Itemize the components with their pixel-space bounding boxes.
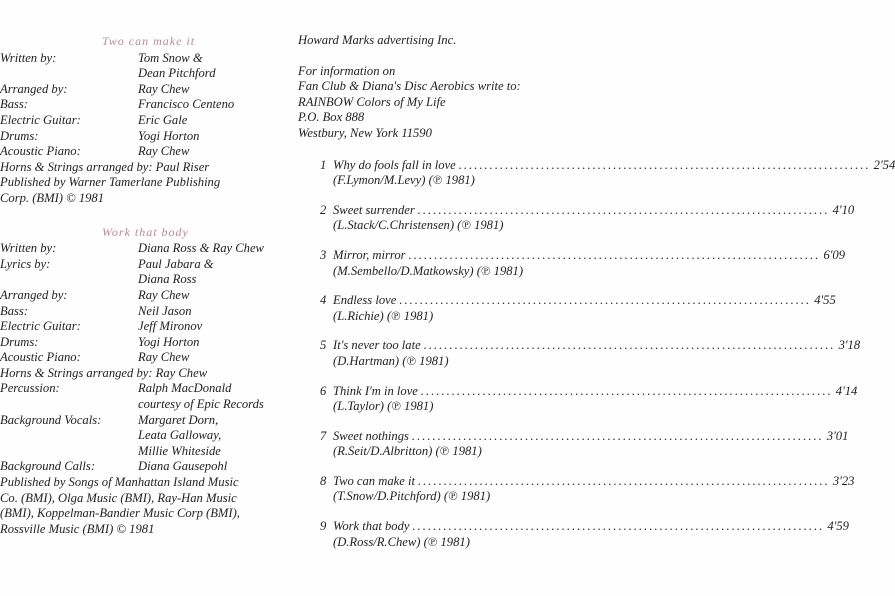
track-title-line	[333, 428, 849, 445]
credit-label: Acoustic Piano:	[0, 350, 81, 365]
credit-value: Eric Gale	[138, 112, 188, 127]
track-title: Think I'm in love	[333, 383, 418, 398]
track-number: 7	[320, 428, 327, 443]
track-number: 6	[320, 383, 327, 398]
credit-row	[0, 304, 290, 320]
credit-label: Bass:	[0, 303, 28, 318]
credit-row	[0, 66, 290, 82]
dot-leader: ................................................................................	[417, 202, 830, 217]
credit-value: Ray Chew	[138, 287, 190, 302]
text-line: Corp. (BMI) © 1981	[0, 190, 105, 205]
track-number: 1	[320, 157, 327, 172]
credit-label: Lyrics by:	[0, 256, 51, 271]
track-number: 3	[320, 247, 327, 262]
dot-leader: ................................................................................	[417, 473, 830, 488]
credit-label: Arranged by:	[0, 287, 68, 302]
dot-leader: ................................................................................	[412, 519, 825, 534]
credits-column	[0, 34, 290, 537]
credit-row	[0, 51, 290, 67]
publishing-notes	[0, 475, 290, 537]
text-line: Westbury, New York 11590	[298, 125, 432, 140]
credit-value: Leata Galloway,	[138, 428, 222, 443]
track-number: 4	[320, 293, 327, 308]
credit-value: Dean Pitchford	[138, 66, 216, 81]
dot-leader: ................................................................................	[458, 157, 871, 172]
track-title: It's never too late	[333, 338, 421, 353]
credit-value: Margaret Dorn,	[138, 412, 219, 427]
track-title-line	[333, 338, 861, 354]
track-duration: 4'10	[832, 202, 855, 217]
credit-value: Ray Chew	[138, 81, 190, 96]
track-item	[298, 428, 849, 460]
credit-row	[0, 272, 290, 288]
track-duration: 3'23	[832, 473, 855, 488]
horns-strings-credit: Horns & Strings arranged by: Ray Chew	[0, 365, 208, 380]
track-title: Mirror, mirror	[333, 247, 406, 262]
text-line: Horns & Strings arranged by: Paul Riser	[0, 159, 210, 174]
text-line: Published by Songs of Manhattan Island Music	[0, 475, 239, 490]
credit-row	[0, 319, 290, 335]
dot-leader: ................................................................................	[411, 428, 824, 443]
track-number: 5	[320, 338, 327, 353]
text-line: Rossville Music (BMI) © 1981	[0, 521, 155, 536]
credit-label: Background Vocals:	[0, 412, 102, 427]
credit-label: Arranged by:	[0, 81, 68, 96]
credit-row	[0, 257, 290, 273]
credit-label: Drums:	[0, 128, 39, 143]
credit-value: Ray Chew	[138, 350, 190, 365]
track-title: Two can make it	[333, 473, 415, 488]
track-title-line	[333, 519, 849, 535]
track-title-line	[333, 383, 858, 400]
section-title-work-that-body: Work that body	[102, 224, 189, 239]
credits-list	[0, 51, 290, 160]
credit-row	[0, 129, 290, 145]
track-title-line	[333, 157, 895, 174]
track-title: Endless love	[333, 293, 397, 308]
credit-row	[0, 144, 290, 160]
credit-label: Written by:	[0, 241, 57, 256]
credit-row	[0, 350, 290, 366]
track-title-line	[333, 247, 846, 264]
track-duration: 3'18	[838, 338, 861, 353]
dot-leader: ................................................................................	[399, 293, 812, 308]
credit-value: Ralph MacDonald	[138, 381, 232, 396]
track-list	[298, 157, 895, 551]
track-duration: 4'59	[827, 519, 849, 534]
dot-leader: ................................................................................	[420, 383, 833, 398]
track-item	[298, 519, 849, 550]
credit-value: Tom Snow &	[138, 50, 203, 65]
credit-value: courtesy of Epic Records	[138, 397, 264, 412]
credit-label: Percussion:	[0, 381, 60, 396]
track-credit: (L.Stack/C.Christensen) (℗ 1981)	[333, 218, 504, 233]
credit-row	[0, 82, 290, 98]
credit-row	[0, 459, 290, 475]
track-title-line	[333, 473, 855, 490]
track-item	[298, 338, 861, 369]
track-item	[298, 293, 836, 324]
track-duration: 4'55	[814, 293, 836, 308]
credit-label: Drums:	[0, 334, 39, 349]
credit-row	[0, 97, 290, 113]
track-duration: 4'14	[835, 383, 858, 398]
track-title: Sweet surrender	[333, 202, 415, 217]
credit-value: Jeff Mironov	[138, 319, 203, 334]
section-title-two-can-make-it: Two can make it	[102, 34, 196, 48]
credit-value: Ray Chew	[138, 144, 190, 159]
track-number: 2	[320, 202, 327, 217]
credit-row	[0, 288, 290, 304]
credits-list	[0, 381, 290, 475]
fan-club-info	[298, 64, 600, 142]
text-line: RAINBOW Colors of My Life	[298, 94, 446, 109]
credit-row	[0, 113, 290, 129]
track-credit: (T.Snow/D.Pitchford) (℗ 1981)	[333, 489, 491, 504]
track-duration: 2'54	[873, 157, 895, 172]
credit-row	[0, 413, 290, 429]
credit-row	[0, 444, 290, 460]
credit-label: Background Calls:	[0, 459, 96, 474]
track-credit: (L.Richie) (℗ 1981)	[333, 308, 434, 323]
track-duration: 6'09	[823, 247, 846, 262]
credits-list	[0, 241, 290, 366]
track-number: 8	[320, 473, 327, 488]
credit-row	[0, 397, 290, 413]
credit-label: Acoustic Piano:	[0, 144, 81, 159]
credit-value: Paul Jabara &	[138, 256, 214, 271]
credit-label: Electric Guitar:	[0, 112, 81, 127]
track-credit: (R.Seit/D.Albritton) (℗ 1981)	[333, 444, 482, 459]
track-title-line	[333, 293, 836, 309]
credit-label: Electric Guitar:	[0, 319, 81, 334]
track-title: Why do fools fall in love	[333, 157, 456, 172]
publishing-notes	[0, 160, 290, 207]
text-line: Co. (BMI), Olga Music (BMI), Ray-Han Music	[0, 490, 237, 505]
credit-value: Neil Jason	[138, 303, 192, 318]
credit-value: Millie Whiteside	[138, 443, 221, 458]
track-credit: (L.Taylor) (℗ 1981)	[333, 399, 434, 414]
credit-value: Francisco Centeno	[138, 97, 235, 112]
track-item	[298, 383, 858, 415]
credit-value: Diana Ross & Ray Chew	[138, 241, 264, 256]
track-item	[298, 202, 855, 234]
advertising-credit: Howard Marks advertising Inc.	[298, 33, 457, 47]
track-title: Work that body	[333, 519, 410, 534]
track-credit: (D.Hartman) (℗ 1981)	[333, 353, 449, 368]
credit-label: Bass:	[0, 97, 28, 112]
credit-row	[0, 335, 290, 351]
track-item	[298, 473, 855, 505]
info-column	[298, 33, 895, 564]
track-number: 9	[320, 519, 327, 534]
track-credit: (M.Sembello/D.Matkowsky) (℗ 1981)	[333, 263, 524, 278]
track-credit: (F.Lymon/M.Levy) (℗ 1981)	[333, 173, 475, 188]
credit-label: Written by:	[0, 50, 57, 65]
track-title: Sweet nothings	[333, 428, 409, 443]
track-credit: (D.Ross/R.Chew) (℗ 1981)	[333, 534, 470, 549]
track-duration: 3'01	[826, 428, 849, 443]
track-item	[298, 247, 846, 279]
text-line: For information on	[298, 63, 396, 78]
credit-row	[0, 241, 290, 257]
text-line: P.O. Box 888	[298, 110, 365, 125]
text-line: (BMI), Koppelman-Bandier Music Corp (BMI),	[0, 506, 240, 521]
text-line: Fan Club & Diana's Disc Aerobics write to:	[298, 79, 521, 94]
track-item	[298, 157, 895, 189]
credit-value: Yogi Horton	[138, 334, 200, 349]
credit-value: Diana Gausepohl	[138, 459, 228, 474]
text-line: Published by Warner Tamerlane Publishing	[0, 175, 221, 190]
credit-value: Diana Ross	[138, 272, 197, 287]
credit-row	[0, 381, 290, 397]
track-title-line	[333, 202, 855, 219]
dot-leader: ................................................................................	[423, 338, 836, 353]
credit-row	[0, 428, 290, 444]
dot-leader: ................................................................................	[408, 247, 821, 262]
credit-value: Yogi Horton	[138, 128, 200, 143]
